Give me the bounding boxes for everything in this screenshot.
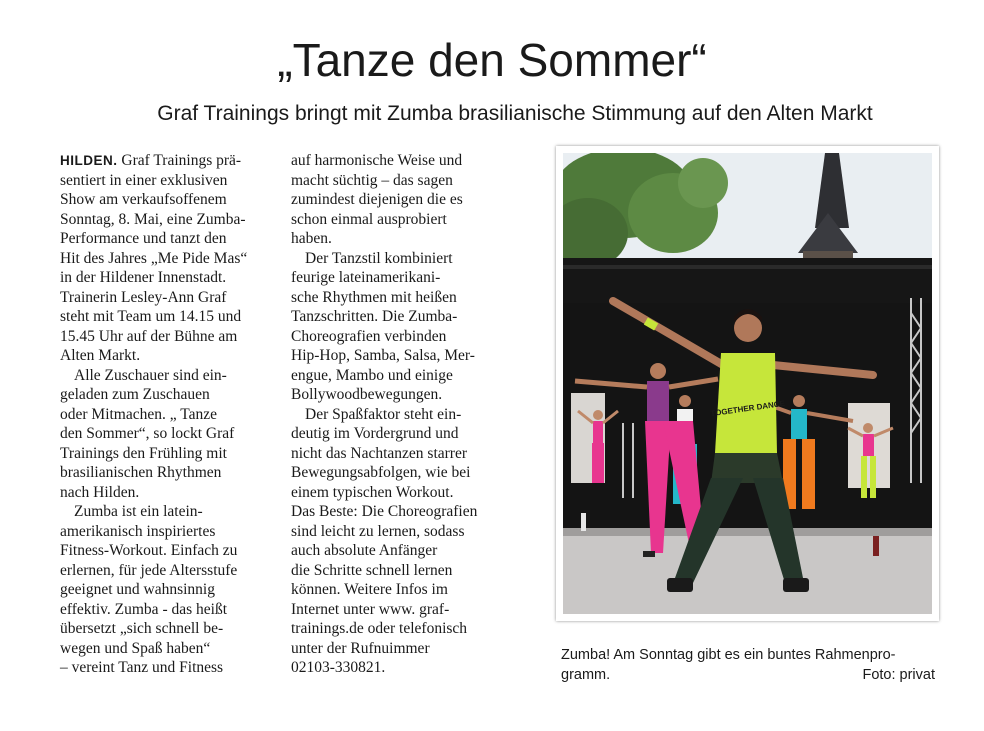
text-line: schon einmal ausprobiert — [291, 210, 447, 228]
bottle — [873, 536, 879, 556]
text-line: Alle Zuschauer sind ein- — [74, 366, 227, 384]
article-column-2 — [291, 151, 511, 678]
text-line: HILDEN. Graf Trainings prä- — [60, 152, 242, 169]
text-line: Performance und tanzt den — [60, 230, 227, 247]
text-line: zumindest diejenigen die es — [291, 191, 463, 208]
text-line: Internet unter www. graf- — [291, 600, 450, 618]
text-line: erlernen, für jede Altersstufe — [60, 561, 238, 579]
text-line: brasilianischen Rhythmen — [60, 464, 222, 481]
text-line: Trainerin Lesley-Ann Graf — [60, 288, 227, 306]
text-line: Tanzschritten. Die Zumba- — [291, 308, 458, 325]
text-line: nicht das Nachtanzen starrer — [291, 444, 468, 462]
text-line: effektiv. Zumba - das heißt — [60, 600, 228, 618]
headline: „Tanze den Sommer“ — [277, 34, 707, 86]
text-line: Alten Markt. — [60, 347, 141, 364]
text-line: amerikanisch inspiriertes — [60, 522, 216, 540]
stage-roof — [563, 258, 932, 303]
text-line: wegen und Spaß haben“ — [60, 639, 211, 657]
dateline: HILDEN. — [60, 153, 118, 168]
text-line: die Schritte schnell lernen — [291, 561, 453, 579]
text-line: trainings.de oder telefonisch — [291, 620, 468, 637]
photo-frame — [556, 146, 939, 621]
text-line: Sonntag, 8. Mai, eine Zumba- — [60, 210, 246, 228]
shirt-text: TOGETHER DANCE — [709, 398, 786, 419]
article-column-1 — [60, 151, 280, 678]
subheadline: Graf Trainings bringt mit Zumba brasilianische Stimmung auf den Alten Markt — [157, 102, 873, 125]
text-line: macht süchtig – das sagen — [291, 171, 453, 189]
text-line: auch absolute Anfänger — [291, 542, 438, 559]
text-line: Hip-Hop, Samba, Salsa, Mer- — [291, 347, 475, 364]
caption-line: Zumba! Am Sonntag gibt es ein buntes Rahmenpro- — [561, 647, 896, 663]
zumba-photo — [563, 153, 932, 614]
text-line: den Sommer“, so lockt Graf — [60, 425, 235, 442]
text-line: einem typischen Workout. — [291, 483, 454, 501]
text-line: geeignet und wahnsinnig — [60, 581, 215, 598]
text-line: Fitness-Workout. Einfach zu — [60, 542, 238, 559]
text-line: – vereint Tanz und Fitness — [60, 659, 224, 676]
text-line: engue, Mambo und einige — [291, 366, 453, 384]
text-line: Zumba ist ein latein- — [74, 503, 203, 520]
text-line: Bewegungsabfolgen, wie bei — [291, 464, 471, 481]
text-line: Trainings den Frühling mit — [60, 444, 227, 462]
text-line: geladen zum Zuschauen — [60, 386, 210, 403]
text-line: sind leicht zu lernen, sodass — [291, 522, 465, 540]
text-line: oder Mitmachen. „ Tanze — [60, 405, 218, 423]
photo-credit: Foto: privat — [862, 667, 935, 683]
text-line: Der Spaßfaktor steht ein- — [305, 405, 462, 423]
text-line: steht mit Team um 14.15 und — [60, 308, 242, 325]
text-line: nach Hilden. — [60, 483, 140, 501]
text-line: Hit des Jahres „Me Pide Mas“ — [60, 249, 248, 267]
text-line: sentiert in einer exklusiven — [60, 171, 228, 189]
text-line: können. Weitere Infos im — [291, 581, 448, 598]
text-line: auf harmonische Weise und — [291, 152, 463, 169]
text-line: deutig im Vordergrund und — [291, 425, 459, 442]
text-line: übersetzt „sich schnell be- — [60, 620, 224, 637]
text-line: haben. — [291, 230, 332, 247]
caption-text: gramm. — [561, 667, 611, 683]
text-line: Das Beste: Die Choreografien — [291, 503, 478, 520]
caption-line-2 — [561, 665, 935, 685]
text-line: Show am verkaufsoffenem — [60, 191, 227, 208]
text-line: unter der Rufnuimmer — [291, 639, 430, 657]
text-line: Bollywoodbewegungen. — [291, 386, 443, 403]
bottle — [581, 513, 586, 531]
text-line: 15.45 Uhr auf der Bühne am — [60, 327, 238, 345]
text-line: sche Rhythmen mit heißen — [291, 288, 457, 306]
text-line: Der Tanzstil kombiniert — [305, 249, 453, 267]
photo-caption — [561, 645, 935, 685]
text-line: 02103-330821. — [291, 659, 386, 676]
text-line: in der Hildener Innenstadt. — [60, 269, 227, 286]
text-line: feurige lateinamerikani- — [291, 269, 441, 286]
text-line: Choreografien verbinden — [291, 327, 447, 345]
